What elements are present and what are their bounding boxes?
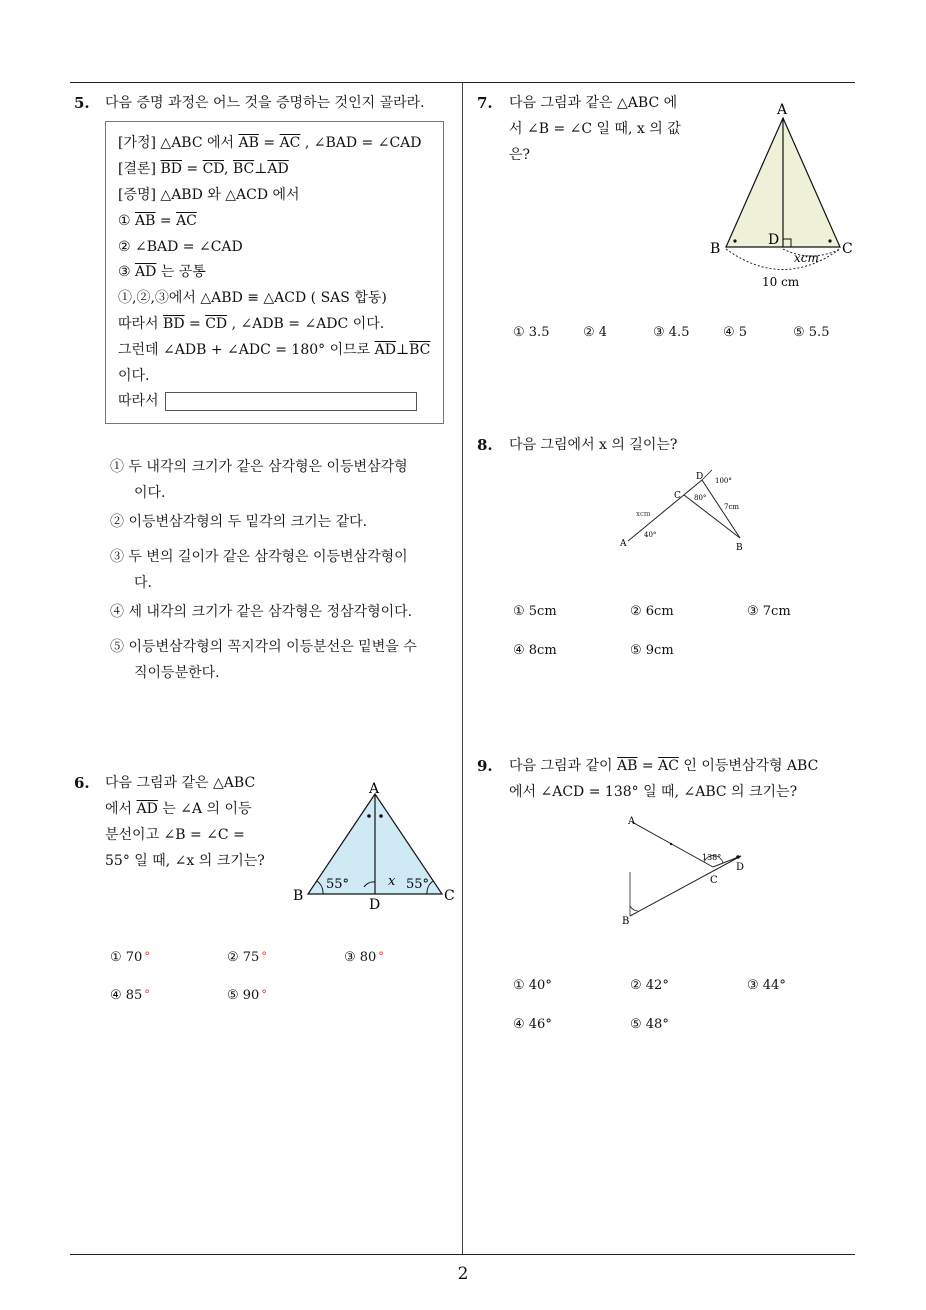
q8-extension-tick (702, 470, 712, 480)
q9-label-C: C (710, 875, 718, 886)
q6-angle-mark-right (379, 814, 383, 818)
q5-step-4: ①,②,③에서 △ABD ≡ △ACD ( SAS 합동) (118, 290, 387, 306)
q6-choice-5[interactable]: ⑤ 90 ° (227, 988, 267, 1003)
q5-proof-heading: [증명] △ABD 와 △ACD 에서 (118, 187, 300, 203)
q9-choice-1[interactable]: ① 40° (513, 978, 552, 993)
q7-choice-3[interactable]: ③ 4.5 (653, 325, 690, 340)
q7-choice-1[interactable]: ① 3.5 (513, 325, 550, 340)
q6-label-x: x (388, 874, 396, 889)
q9-label-D: D (736, 862, 745, 873)
q5-step-2: ② ∠BAD = ∠CAD (118, 239, 243, 255)
q9-label-A: A (628, 816, 636, 827)
q8-label-C: C (674, 491, 681, 501)
q5-step-6: 그런데 ∠ADB + ∠ADC = 180° 이므로 $\overline{AD}\perp\overline{BC}$ (118, 342, 431, 358)
q9-line-B-D (630, 856, 741, 916)
page-number: 2 (457, 1264, 469, 1284)
q6-label-C: C (444, 888, 455, 904)
q9-choice-5[interactable]: ⑤ 48° (630, 1017, 669, 1032)
q7-angle-C-dot (828, 239, 831, 242)
q5-step-7: 이다. (118, 368, 150, 384)
q6-angle-mark-left (367, 814, 371, 818)
q8-label-D: D (696, 472, 704, 482)
q8-label-angle-40: 40° (644, 531, 657, 539)
q5-hypothesis: [가정] △ABC 에서 $\overline{AB} = \overline{AC}$ , ∠BAD = ∠CAD (118, 135, 422, 151)
q6-choice-2[interactable]: ② 75 ° (227, 950, 267, 965)
q5-option-3[interactable]: ③ 두 변의 길이가 같은 삼각형은 이등변삼각형이 다. (110, 549, 408, 591)
q8-number: 8. (477, 436, 493, 454)
q7-choice-5[interactable]: ⑤ 5.5 (793, 325, 830, 340)
q5-option-5[interactable]: ⑤ 이등변삼각형의 꼭지각의 이등분선은 밑변을 수 직이등분한다. (110, 639, 417, 681)
q6-question: 다음 그림과 같은 △ABC 에서 $\overline{AD}$ 는 ∠A 의 이등 분선이고 ∠B = ∠C = 55° 일 때, ∠x 의 크기는? (105, 775, 265, 869)
q7-choice-4[interactable]: ④ 5 (723, 325, 748, 340)
q9-angle-B-arc (630, 906, 638, 911)
q8-label-xcm: xcm (636, 510, 651, 518)
q9-line-A-C (632, 822, 713, 867)
q8-label-7cm: 7cm (724, 503, 740, 511)
q5-option-4[interactable]: ④ 세 내각의 크기가 같은 삼각형은 정삼각형이다. (110, 604, 413, 620)
q5-conclusion: [결론] $\overline{BD} = \overline{CD}$, $\overline{BC}\perp\overline{AD}$ (118, 161, 289, 177)
q9-label-B: B (622, 916, 630, 927)
bottom-rule (70, 1254, 855, 1255)
q8-label-B: B (736, 543, 743, 553)
q9-choice-3[interactable]: ③ 44° (747, 978, 786, 993)
q6-choice-1[interactable]: ① 70 ° (110, 950, 150, 965)
q6-triangle-figure (290, 778, 460, 913)
q7-label-x: xcm (794, 251, 819, 265)
q8-choice-2[interactable]: ② 6cm (630, 604, 674, 619)
q9-figure (616, 810, 756, 930)
q8-label-A: A (620, 539, 627, 549)
q5-options (110, 454, 450, 686)
q9-number: 9. (477, 757, 493, 775)
q7-label-C: C (842, 241, 853, 257)
q6-label-D: D (369, 897, 381, 913)
q7-label-D: D (768, 232, 780, 248)
q8-figure (616, 468, 756, 556)
q8-line-C-B (684, 495, 740, 538)
q9-choice-4[interactable]: ④ 46° (513, 1017, 552, 1032)
q9-mark-AB (670, 843, 672, 845)
q6-label-B: B (293, 888, 304, 904)
q5-step-8: 따라서 (118, 389, 417, 414)
q7-angle-B-dot (733, 239, 736, 242)
q7-dim-base (726, 249, 840, 270)
q5-step-1: ① $\overline{AB} = \overline{AC}$ (118, 213, 197, 229)
q7-triangle-figure (706, 98, 866, 298)
q8-choice-3[interactable]: ③ 7cm (747, 604, 791, 619)
q7-label-B: B (710, 241, 721, 257)
q6-number: 6. (74, 774, 90, 792)
q9-label-angle: 138° (702, 853, 722, 862)
q5-step-5: 따라서 $\overline{BD} = \overline{CD}$ , ∠ADB = ∠ADC 이다. (118, 316, 385, 332)
q6-choice-4[interactable]: ④ 85 ° (110, 988, 150, 1003)
column-divider (462, 83, 463, 1255)
q6-label-angle-B: 55° (326, 877, 350, 892)
q6-choice-3[interactable]: ③ 80 ° (344, 950, 384, 965)
q8-choice-1[interactable]: ① 5cm (513, 604, 557, 619)
q5-answer-blank[interactable] (165, 392, 417, 411)
q9-point-D (736, 855, 740, 859)
q7-label-A: A (777, 102, 788, 118)
q9-question: 다음 그림과 같이 $\overline{AB} = \overline{AC}$ 인 이등변삼각형 ABC 에서 ∠ACD = 138° 일 때, ∠ABC 의 크기는? (509, 758, 819, 800)
q5-step-3: ③ $\overline{AD}$ 는 공통 (118, 264, 206, 280)
q5-option-1[interactable]: ① 두 내각의 크기가 같은 삼각형은 이등변삼각형 이다. (110, 459, 408, 501)
q8-choice-5[interactable]: ⑤ 9cm (630, 643, 674, 658)
q5-number: 5. (74, 94, 90, 112)
q7-number: 7. (477, 94, 493, 112)
q7-question: 다음 그림과 같은 △ABC 에 서 ∠B = ∠C 일 때, x 의 값 은? (509, 95, 681, 163)
q7-label-base: 10 cm (762, 275, 800, 289)
q8-label-angle-100: 100° (715, 477, 732, 485)
q6-label-angle-C: 55° (406, 877, 430, 892)
q6-label-A: A (369, 781, 380, 797)
q9-choice-2[interactable]: ② 42° (630, 978, 669, 993)
q8-choice-4[interactable]: ④ 8cm (513, 643, 557, 658)
q5-question: 다음 증명 과정은 어느 것을 증명하는 것인지 골라라. (105, 95, 425, 111)
q5-option-2[interactable]: ② 이등변삼각형의 두 밑각의 크기는 같다. (110, 514, 368, 530)
q7-choice-2[interactable]: ② 4 (583, 325, 608, 340)
q8-question: 다음 그림에서 x 의 길이는? (509, 437, 678, 453)
q8-label-angle-80: 80° (694, 494, 707, 502)
